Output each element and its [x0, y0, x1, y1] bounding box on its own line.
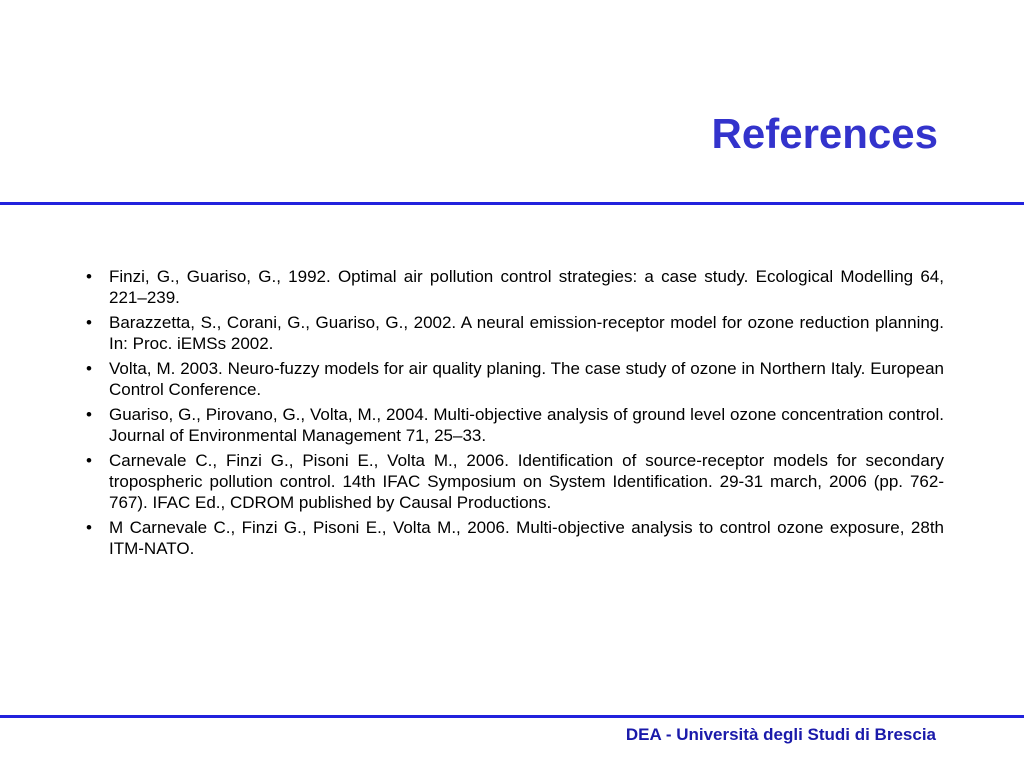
slide-title: References: [711, 110, 938, 157]
reference-item: [86, 312, 944, 354]
bullet-icon: •: [86, 451, 92, 470]
bullet-icon: •: [86, 359, 92, 378]
reference-item: [86, 404, 944, 446]
bullet-icon: •: [86, 518, 92, 537]
bottom-divider: [0, 715, 1024, 718]
bullet-icon: •: [86, 405, 92, 424]
reference-text: Finzi, G., Guariso, G., 1992. Optimal air pollution control strategies: a case study. Ecological Modelling 64, 221–239.: [109, 267, 944, 307]
reference-item: [86, 517, 944, 559]
reference-text: Guariso, G., Pirovano, G., Volta, M., 2004. Multi-objective analysis of ground level ozone concentration control. Journal of Environmental Management 71, 25–33.: [109, 405, 944, 445]
top-divider: [0, 202, 1024, 205]
reference-text: Carnevale C., Finzi G., Pisoni E., Volta M., 2006. Identification of source-receptor models for secondary tropospheric pollution control. 14th IFAC Symposium on System Identification. 29-31 march, 2006 (pp. 762-767). IFAC Ed., CDROM published by Causal Productions.: [109, 451, 944, 512]
footer-institution: DEA - Università degli Studi di Brescia: [625, 725, 936, 744]
bullet-icon: •: [86, 267, 92, 286]
reference-item: [86, 266, 944, 308]
reference-item: [86, 450, 944, 513]
reference-list: [86, 266, 944, 563]
bullet-icon: •: [86, 313, 92, 332]
reference-text: Volta, M. 2003. Neuro-fuzzy models for air quality planing. The case study of ozone in Northern Italy. European Control Conference.: [109, 359, 944, 399]
reference-item: [86, 358, 944, 400]
reference-text: Barazzetta, S., Corani, G., Guariso, G., 2002. A neural emission-receptor model for ozone reduction planning. In: Proc. iEMSs 2002.: [109, 313, 944, 353]
reference-text: M Carnevale C., Finzi G., Pisoni E., Volta M., 2006. Multi-objective analysis to control ozone exposure, 28th ITM-NATO.: [109, 518, 944, 558]
